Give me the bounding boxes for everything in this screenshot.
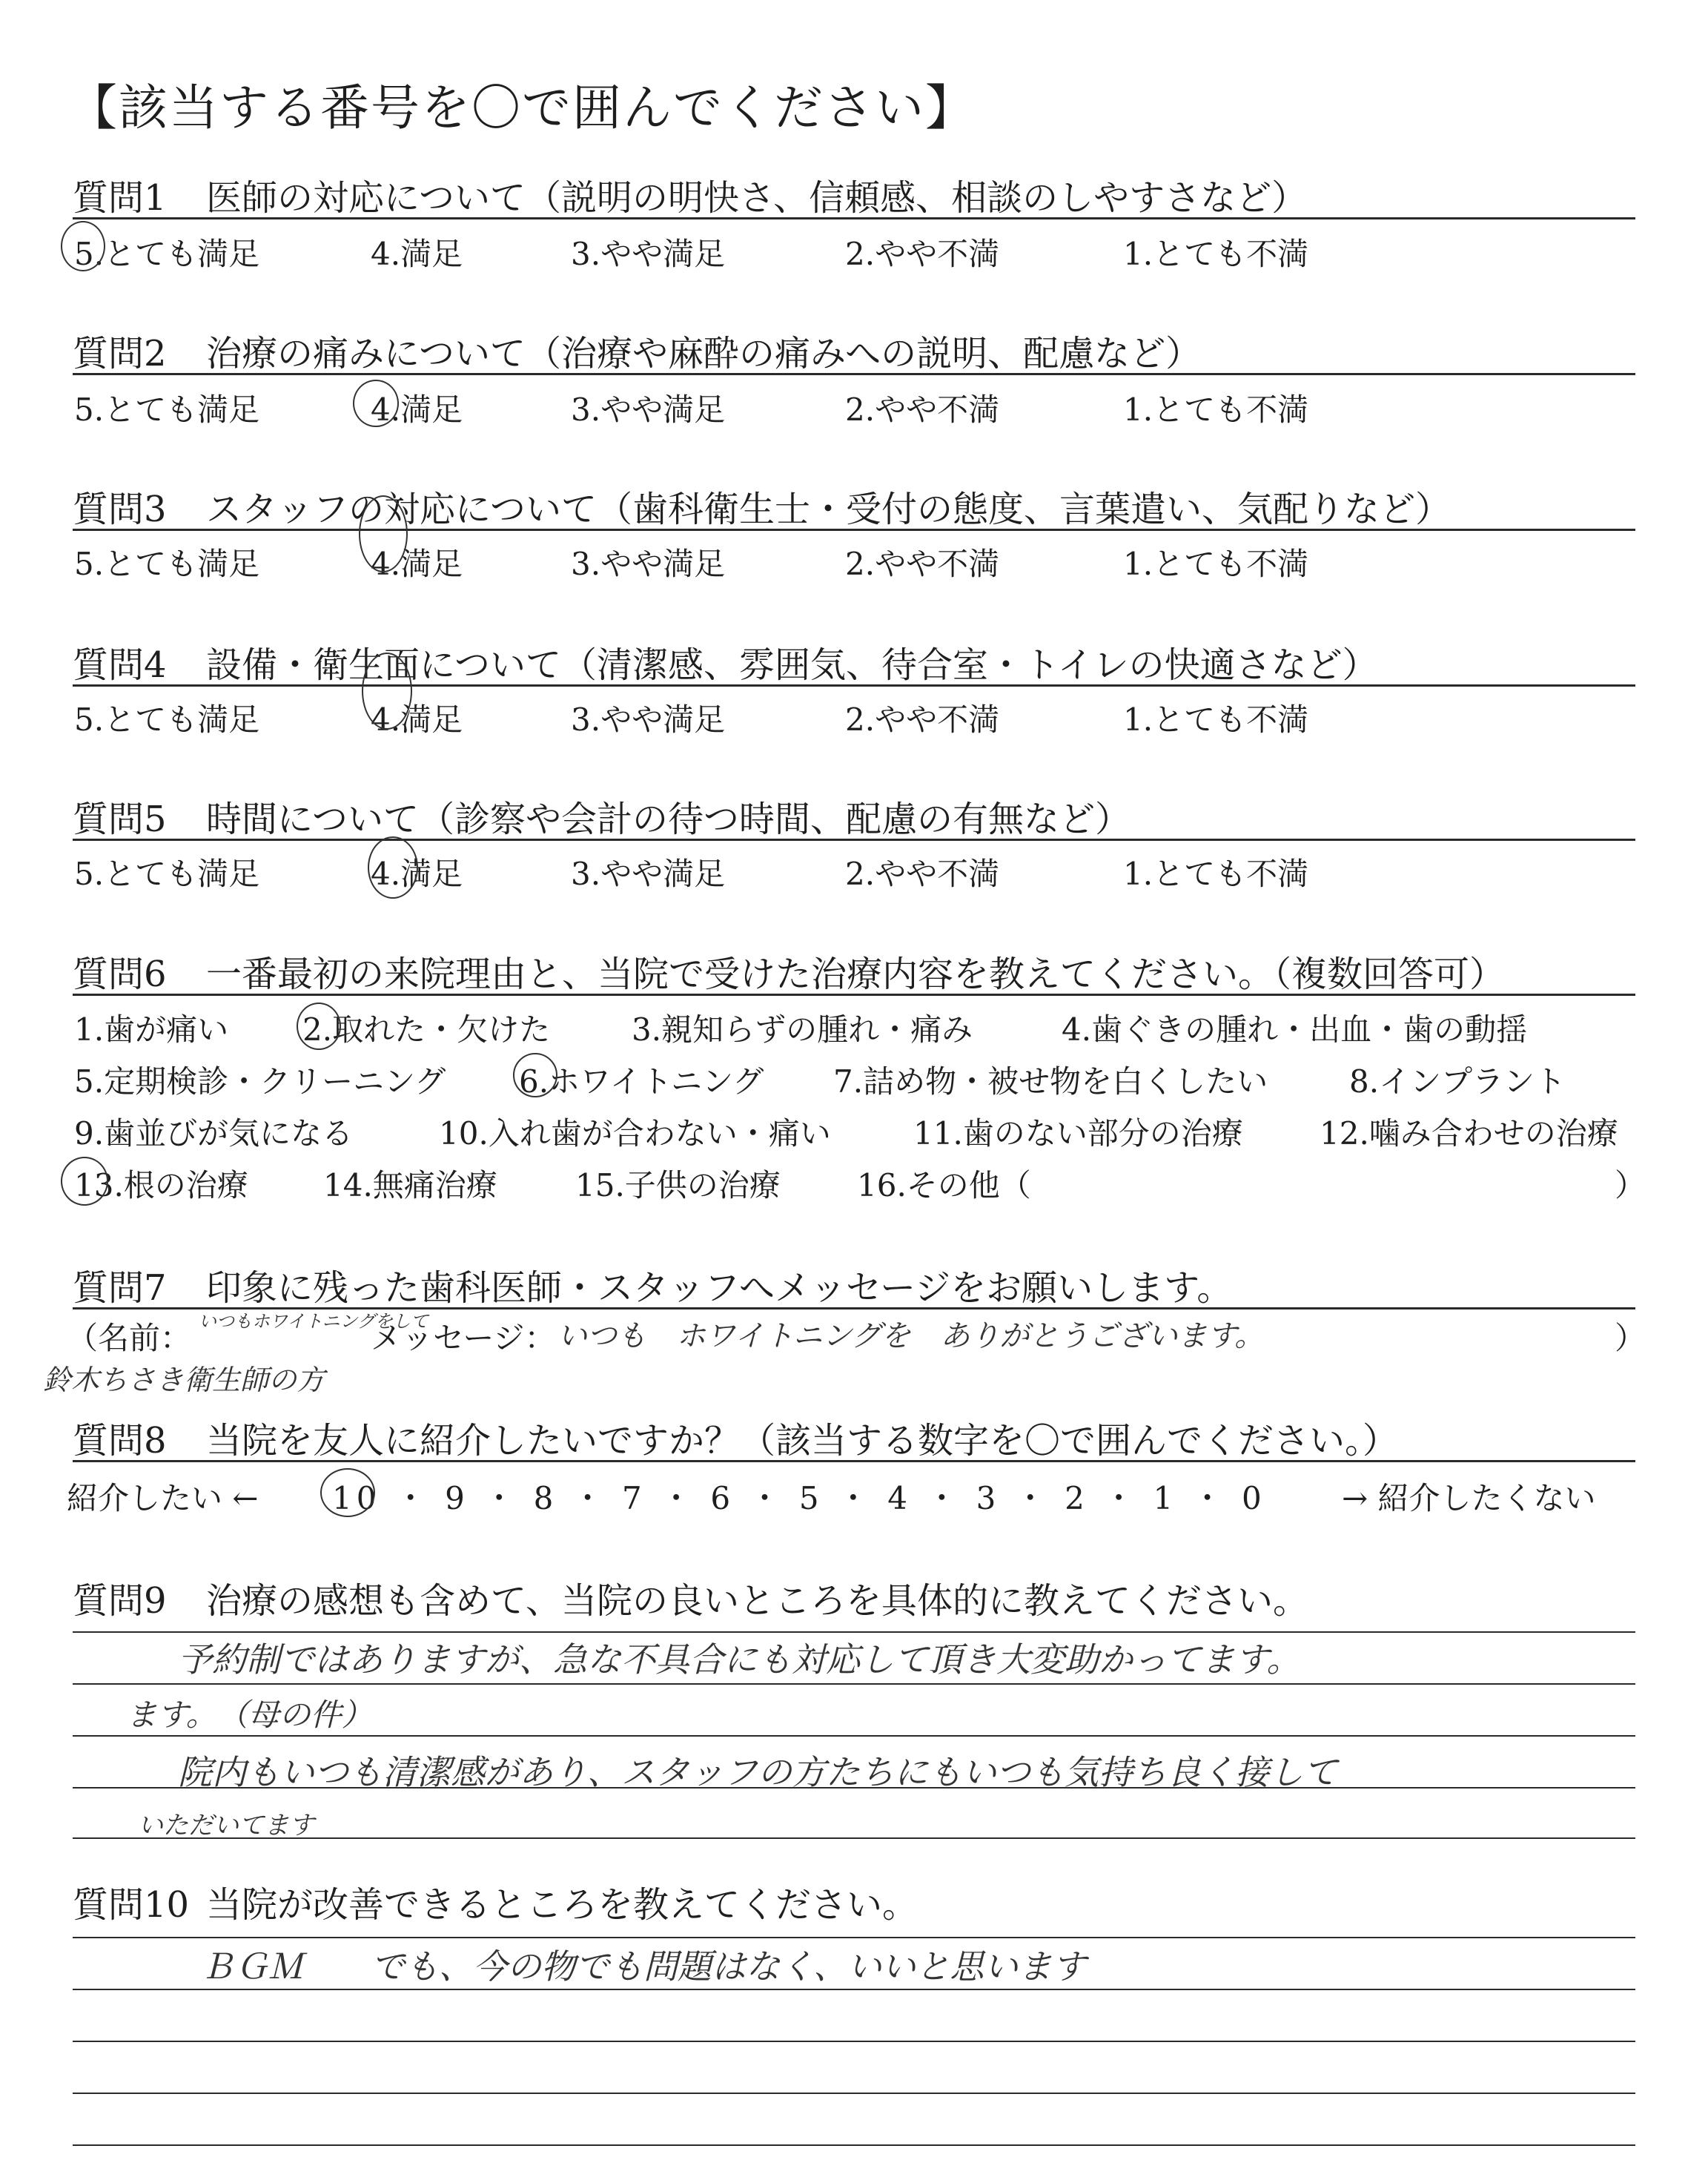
answer-line-1: ＢＧＭ でも、今の物でも問題はなく、いいと思います [200,1946,1087,1986]
answer-circle [320,1468,375,1517]
close-paren: ） [1615,1320,1646,1356]
answer-line-1: 予約制ではありますが、急な不具合にも対応して頂き大変助かってます。 [178,1639,1301,1680]
recommend-scale[interactable]: 10 ・ 9 ・ 8 ・ 7 ・ 6 ・ 5 ・ 4 ・ 3 ・ 2 ・ 1 ・ 0 [332,1480,1266,1516]
q6-option-8[interactable]: 8.インプラント [1349,1063,1566,1100]
q6-option-2[interactable]: 2.取れた・欠けた [302,1011,551,1048]
answer-line-3: 院内もいつも清潔感があり、スタッフの方たちにもいつも気持ち良く接して [178,1752,1337,1792]
recommend-right-label: → 紹介したくない [1342,1480,1596,1516]
q6-option-11[interactable]: 11.歯のない部分の治療 [913,1115,1243,1152]
question-number: 質問2 [73,333,167,374]
q6-option-5[interactable]: 5.定期検診・クリーニング [74,1063,446,1100]
question-number: 質問6 [73,954,167,995]
name-label: （名前： [67,1320,192,1356]
q5-option-5[interactable]: 5.とても満足 [74,856,260,892]
q6-option-12[interactable]: 12.噛み合わせの治療 [1320,1115,1618,1152]
q3-option-1[interactable]: 1.とても不満 [1123,546,1309,582]
q6-option-14[interactable]: 14.無痛治療 [323,1167,497,1203]
answer-circle [513,1053,557,1097]
divider [73,1460,1635,1462]
q5-option-3[interactable]: 3.やや満足 [571,856,726,892]
q6-option-4[interactable]: 4.歯ぐきの腫れ・出血・歯の動揺 [1062,1011,1528,1048]
q4-option-3[interactable]: 3.やや満足 [571,701,726,738]
question-10-title [73,1876,918,1927]
close-paren: ） [1615,1167,1646,1203]
message-label: メッセージ： [371,1320,556,1356]
q3-option-3[interactable]: 3.やや満足 [571,546,726,582]
question-number: 質問10 [73,1884,190,1926]
question-number: 質問1 [73,177,167,219]
question-text: スタッフの対応について（歯科衛生士・受付の態度、言葉遣い、気配りなど） [206,489,1452,530]
divider [73,217,1635,219]
question-text: 当院が改善できるところを教えてください。 [206,1884,918,1926]
answer-circle [368,836,418,899]
q6-option-13[interactable]: 13.根の治療 [74,1167,248,1203]
q2-option-3[interactable]: 3.やや満足 [571,392,726,428]
q2-option-5[interactable]: 5.とても満足 [74,392,260,428]
name-handwriting-line-2: 鈴木ちさき衛生師の方 [43,1364,325,1396]
q6-option-16[interactable]: 16.その他（ [857,1167,1031,1203]
name-handwriting-line-1: いつもホワイトニングをして [199,1311,428,1332]
question-number: 質問9 [73,1580,167,1622]
writing-line [73,1937,1635,1938]
answer-circle [362,653,412,730]
q2-option-4[interactable]: 4.満足 [371,392,463,428]
q6-option-10[interactable]: 10.入れ歯が合わない・痛い [439,1115,831,1152]
divider [73,529,1635,531]
q4-option-4[interactable]: 4.満足 [371,701,463,738]
question-3-title [73,480,1451,532]
question-number: 質問5 [73,799,167,840]
question-5-title [73,790,1131,842]
q1-option-1[interactable]: 1.とても不満 [1123,236,1309,272]
q4-option-2[interactable]: 2.やや不満 [845,701,1000,738]
question-number: 質問8 [73,1420,167,1462]
writing-line [73,2041,1635,2042]
divider [73,839,1635,841]
writing-line [73,1735,1635,1737]
q2-option-2[interactable]: 2.やや不満 [845,392,1000,428]
question-text: 設備・衛生面について（清潔感、雰囲気、待合室・トイレの快適さなど） [206,644,1378,686]
q6-option-9[interactable]: 9.歯並びが気になる [74,1115,354,1152]
message-handwriting: いつも ホワイトニングを ありがとうございます。 [557,1319,1265,1353]
question-9-title [73,1572,1308,1623]
answer-line-4: いただいてます [138,1811,314,1840]
question-number: 質問4 [73,644,167,686]
writing-line [73,2144,1635,2146]
q4-option-1[interactable]: 1.とても不満 [1123,701,1309,738]
question-1-title [73,169,1307,220]
question-6-title [73,945,1505,997]
question-text: 時間について（診察や会計の待つ時間、配慮の有無など） [206,799,1131,840]
q6-option-3[interactable]: 3.親知らずの腫れ・痛み [632,1011,973,1048]
answer-circle [61,221,105,271]
question-number: 質問7 [73,1267,167,1309]
q6-option-7[interactable]: 7.詰め物・被せ物を白くしたい [833,1063,1268,1100]
answer-circle [359,495,408,572]
divider [73,994,1635,996]
question-text: 一番最初の来院理由と、当院で受けた治療内容を教えてください。（複数回答可） [206,954,1506,995]
q6-option-1[interactable]: 1.歯が痛い [74,1011,229,1048]
question-text: 治療の痛みについて（治療や麻酔の痛みへの説明、配慮など） [206,333,1202,374]
q1-option-4[interactable]: 4.満足 [371,236,463,272]
question-text: 当院を友人に紹介したいですか？（該当する数字を〇で囲んでください。） [206,1420,1399,1462]
writing-line [73,1683,1635,1685]
q5-option-1[interactable]: 1.とても不満 [1123,856,1309,892]
q4-option-5[interactable]: 5.とても満足 [74,701,260,738]
page-title: 【該当する番号を〇で囲んでください】 [68,79,976,136]
question-text: 治療の感想も含めて、当院の良いところを具体的に教えてください。 [206,1580,1309,1622]
question-2-title [73,325,1201,376]
q1-option-5[interactable]: 5.とても満足 [74,236,260,272]
question-7-title [73,1259,1232,1310]
writing-line [73,2093,1635,2094]
question-text: 医師の対応について（説明の明快さ、信頼感、相談のしやすさなど） [206,177,1308,219]
question-4-title [73,636,1378,687]
q3-option-2[interactable]: 2.やや不満 [845,546,1000,582]
answer-circle [61,1157,108,1206]
recommend-left-label: 紹介したい ← [67,1480,259,1516]
q5-option-2[interactable]: 2.やや不満 [845,856,1000,892]
question-8-title [73,1412,1398,1463]
writing-line [73,1989,1635,1990]
answer-circle [353,380,399,427]
q1-option-3[interactable]: 3.やや満足 [571,236,726,272]
q3-option-4[interactable]: 4.満足 [371,546,463,582]
answer-circle [297,1003,341,1050]
divider [73,373,1635,375]
q6-option-6[interactable]: 6.ホワイトニング [519,1063,764,1100]
q5-option-4[interactable]: 4.満足 [371,856,463,892]
q3-option-5[interactable]: 5.とても満足 [74,546,260,582]
question-number: 質問3 [73,489,167,530]
question-text: 印象に残った歯科医師・スタッフへメッセージをお願いします。 [206,1267,1233,1309]
divider [73,684,1635,687]
q6-option-15[interactable]: 15.子供の治療 [575,1167,781,1203]
q2-option-1[interactable]: 1.とても不満 [1123,392,1309,428]
answer-line-2: ます。 （母の件） [126,1697,373,1733]
q1-option-2[interactable]: 2.やや不満 [845,236,1000,272]
